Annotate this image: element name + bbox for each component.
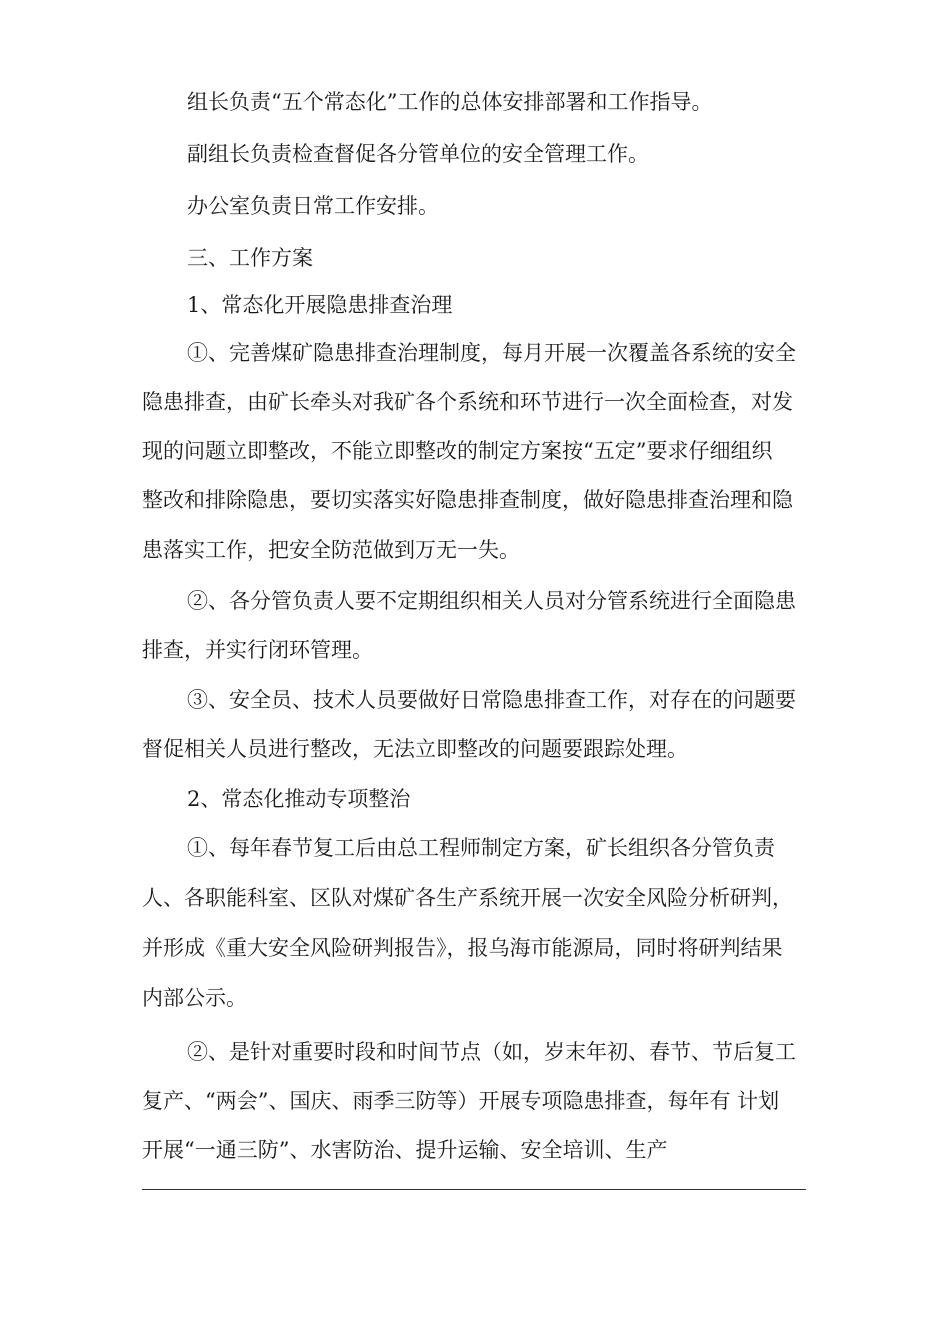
paragraph-line: 人、各职能科室、区队对煤矿各生产系统开展一次安全风险分析研判，: [142, 886, 793, 910]
paragraph-line: 现的问题立即整改，不能立即整改的制定方案按“五定”要求仔细组织: [142, 439, 773, 463]
paragraph-line: 排查，并实行闭环管理。: [142, 638, 373, 662]
paragraph-line: 督促相关人员进行整改，无法立即整改的问题要跟踪处理。: [142, 737, 688, 761]
paragraph-line: ②、是针对重要时段和时间节点（如，岁末年初、春节、节后复工: [187, 1040, 796, 1064]
paragraph-line: 隐患排查，由矿长牵头对我矿各个系统和环节进行一次全面检查，对发: [142, 390, 793, 414]
paragraph-line: 并形成《重大安全风险研判报告》，报乌海市能源局，同时将研判结果: [142, 936, 783, 960]
paragraph-line: ②、各分管负责人要不定期组织相关人员对分管系统进行全面隐患: [187, 589, 796, 613]
paragraph-line: 复产、“两会”、国庆、雨季三防等）开展专项隐患排查，每年有 计划: [142, 1089, 780, 1113]
paragraph-line: 内部公示。: [142, 986, 247, 1010]
section-heading: 三、工作方案: [187, 246, 313, 270]
footer-divider: [142, 1189, 806, 1190]
paragraph-line: 办公室负责日常工作安排。: [187, 194, 439, 218]
paragraph-line: 开展“一通三防”、水害防治、提升运输、安全培训、生产: [142, 1138, 668, 1162]
paragraph-line: 组长负责“五个常态化”工作的总体安排部署和工作指导。: [187, 90, 713, 114]
subsection-heading: 2、常态化推动专项整治: [187, 787, 411, 811]
paragraph-line: ①、每年春节复工后由总工程师制定方案，矿长组织各分管负责: [187, 836, 775, 860]
subsection-heading: 1、常态化开展隐患排查治理: [187, 293, 453, 317]
paragraph-line: ③、安全员、技术人员要做好日常隐患排查工作，对存在的问题要: [187, 688, 796, 712]
paragraph-line: 副组长负责检查督促各分管单位的安全管理工作。: [187, 142, 649, 166]
paragraph-line: ①、完善煤矿隐患排查治理制度，每月开展一次覆盖各系统的安全: [187, 341, 796, 365]
paragraph-line: 患落实工作，把安全防范做到万无一失。: [142, 538, 520, 562]
paragraph-line: 整改和排除隐患，要切实落实好隐患排查制度，做好隐患排查治理和隐: [142, 488, 793, 512]
